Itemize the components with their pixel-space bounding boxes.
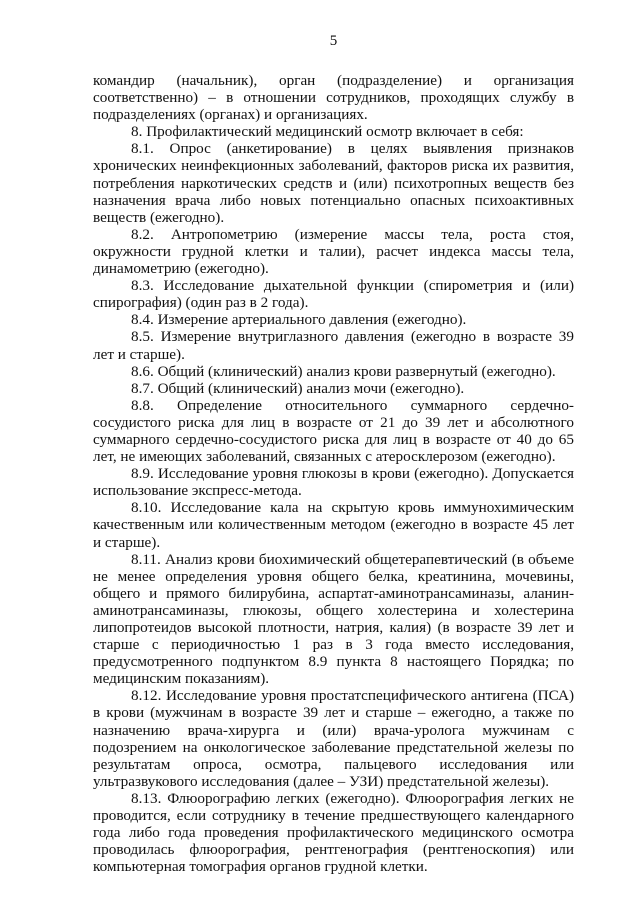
paragraph-item-8-7: 8.7. Общий (клинический) анализ мочи (ежегодно). xyxy=(131,379,465,397)
paragraph-item-8-8: 8.8. Определение относительного суммарного сердечно-сосудистого риска для лиц в возрасте от 21 до 39 лет и абсолютного суммарного сердечно-сосудистого риска для лиц в возрасте от 40 до 65 лет, не имеющих заболеваний, связанных с атеросклерозом (ежегодно). xyxy=(93,396,574,466)
paragraph-item-8-6: 8.6. Общий (клинический) анализ крови развернутый (ежегодно). xyxy=(131,362,556,380)
paragraph-continuation: командир (начальник), орган (подразделение) и организация соответственно) – в отношении сотрудников, проходящих службу в подразделениях (органах) и организациях. xyxy=(93,72,574,124)
page-number: 5 xyxy=(329,33,338,49)
paragraph-item-8-4: 8.4. Измерение артериального давления (ежегодно). xyxy=(131,311,467,329)
paragraph-item-8-12: 8.12. Исследование уровня простатспецифического антигена (ПСА) в крови (мужчинам в возрасте 39 лет и старше – ежегодно, а также по назначению врача-хирурга и (или) врача-уролога мужчинам с подозрением на онкологическое заболевание предстательной железы по результатам опроса, осмотра, пальцевого исследования или ультразвукового исследования (далее – УЗИ) предстательной железы). xyxy=(93,687,574,790)
paragraph-item-8-11: 8.11. Анализ крови биохимический общетерапевтический (в объеме не менее определения уровня общего белка, креатинина, мочевины, общего и прямого билирубина, аспартат-аминотрансаминазы, аланин-аминотрансаминазы, глюкозы, общего холестерина и холестерина липопротеидов высокой плотности, натрия, калия) (в возрасте 39 лет и старше с периодичностью 1 раз в 3 года вместо исследования, предусмотренного подпунктом 8.9 пункта 8 настоящего Порядка; по медицинским показаниям). xyxy=(93,550,574,688)
paragraph-item-8-1: 8.1. Опрос (анкетирование) в целях выявления признаков хронических неинфекционных заболеваний, факторов риска их развития, потребления наркотических средств и (или) психотропных веществ без назначения врача либо новых потенциально опасных психоактивных веществ (ежегодно). xyxy=(93,140,574,226)
paragraph-item-8-10: 8.10. Исследование кала на скрытую кровь иммунохимическим качественным или количественным методом (ежегодно в возрасте 45 лет и старше). xyxy=(93,499,574,551)
paragraph-item-8-5: 8.5. Измерение внутриглазного давления (ежегодно в возрасте 39 лет и старше). xyxy=(93,328,574,363)
paragraph-item-8: 8. Профилактический медицинский осмотр включает в себя: xyxy=(131,123,524,141)
paragraph-item-8-13: 8.13. Флюорографию легких (ежегодно). Флюорография легких не проводится, если сотруднику в течение предшествующего календарного года либо года проведения профилактического медицинского осмотра проводилась флюорография, рентгенография (рентгеноскопия) или компьютерная томография органов грудной клетки. xyxy=(93,789,574,876)
paragraph-item-8-2: 8.2. Антропометрию (измерение массы тела, роста стоя, окружности грудной клетки и талии), расчет индекса массы тела, динамометрию (ежегодно). xyxy=(93,225,574,278)
paragraph-item-8-9: 8.9. Исследование уровня глюкозы в крови (ежегодно). Допускается использование экспресс-метода. xyxy=(93,465,574,500)
document-body xyxy=(93,72,574,875)
paragraph-item-8-3: 8.3. Исследование дыхательной функции (спирометрия и (или) спирография) (один раз в 2 года). xyxy=(93,277,574,312)
